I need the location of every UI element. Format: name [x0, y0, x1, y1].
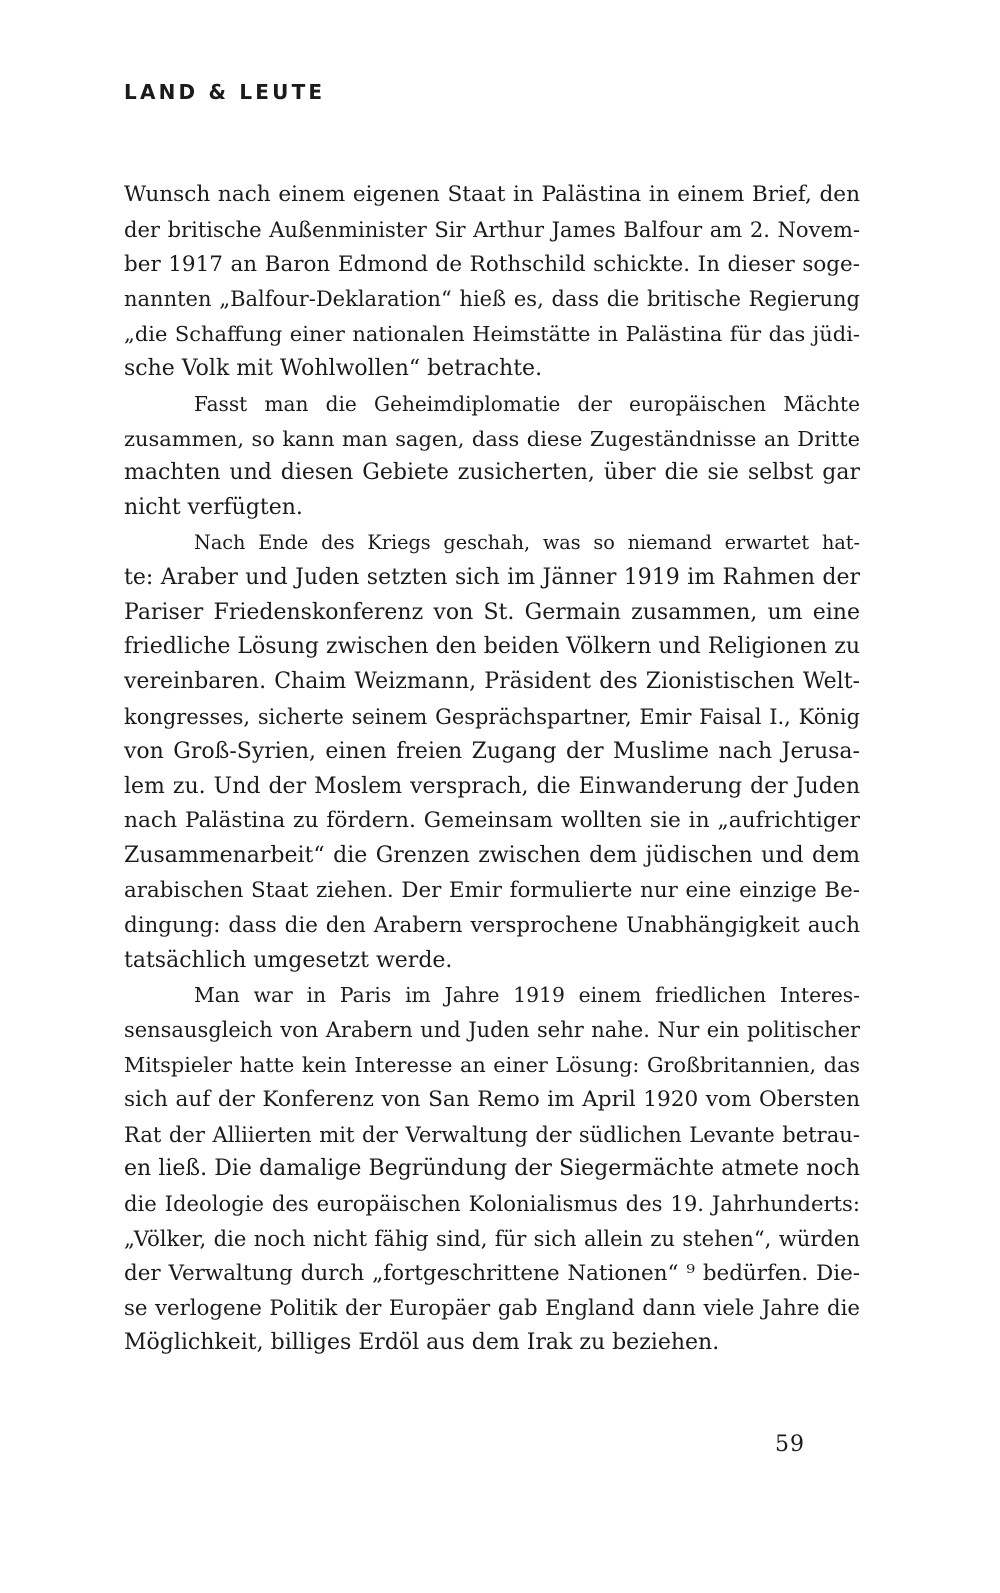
text-line: friedliche Lösung zwischen den beiden Völkern und Religionen zu	[124, 634, 860, 660]
text-line: lem zu. Und der Moslem versprach, die Einwanderung der Juden	[124, 773, 860, 799]
text-line: sensausgleich von Arabern und Juden sehr nahe. Nur ein politischer	[124, 1018, 860, 1043]
text-line: „die Schaffung einer nationalen Heimstätte in Palästina für das jüdi-	[124, 322, 860, 347]
text-line: machten und diesen Gebiete zusicherten, über die sie selbst gar	[124, 460, 860, 486]
text-line: te: Araber und Juden setzten sich im Jänner 1919 im Rahmen der	[124, 564, 860, 590]
text-line: arabischen Staat ziehen. Der Emir formulierte nur eine einzige Be-	[124, 877, 860, 903]
running-head: LAND & LEUTE	[124, 80, 326, 104]
text-line: nannten „Balfour-Deklaration“ hieß es, dass die britische Regierung	[124, 287, 860, 312]
text-line: tatsächlich umgesetzt werde.	[124, 947, 453, 973]
text-line: Wunsch nach einem eigenen Staat in Palästina in einem Brief, den	[124, 182, 860, 207]
text-line: Nach Ende des Kriegs geschah, was so niemand erwartet hat-	[194, 530, 860, 554]
text-line: dingung: dass die den Arabern versprochene Unabhängigkeit auch	[124, 912, 860, 938]
text-line: „Völker, die noch nicht fähig sind, für sich allein zu stehen“, würden	[124, 1225, 860, 1251]
text-line: Mitspieler hatte kein Interesse an einer Lösung: Großbritannien, das	[124, 1052, 860, 1077]
body-text	[124, 178, 860, 1361]
text-line: sich auf der Konferenz von San Remo im April 1920 vom Obersten	[124, 1086, 860, 1112]
text-line: en ließ. Die damalige Begründung der Siegermächte atmete noch	[124, 1156, 860, 1182]
text-line: Man war in Paris im Jahre 1919 einem friedlichen Interes-	[194, 983, 860, 1008]
text-line: sche Volk mit Wohlwollen“ betrachte.	[124, 355, 543, 381]
text-line: vereinbaren. Chaim Weizmann, Präsident des Zionistischen Welt-	[124, 669, 860, 695]
text-line: Zusammenarbeit“ die Grenzen zwischen dem jüdischen und dem	[124, 843, 860, 869]
text-line: der britische Außenminister Sir Arthur James Balfour am 2. Novem-	[124, 216, 860, 242]
text-line: se verlogene Politik der Europäer gab England dann viele Jahre die	[124, 1295, 860, 1321]
text-line: der Verwaltung durch „fortgeschrittene Nationen“ ⁹ bedürfen. Die-	[124, 1260, 860, 1286]
text-line: nach Palästina zu fördern. Gemeinsam wollten sie in „aufrichtiger	[124, 808, 860, 834]
text-line: nicht verfügten.	[124, 495, 303, 521]
text-line: Pariser Friedenskonferenz von St. Germain zusammen, um eine	[124, 599, 860, 625]
text-line: ber 1917 an Baron Edmond de Rothschild schickte. In dieser soge-	[124, 251, 860, 277]
text-line: Fasst man die Geheimdiplomatie der europäischen Mächte	[194, 391, 860, 416]
text-line: kongresses, sicherte seinem Gesprächspartner, Emir Faisal I., König	[124, 704, 860, 729]
text-line: zusammen, so kann man sagen, dass diese Zugeständnisse an Dritte	[124, 426, 860, 451]
page-number: 59	[775, 1432, 805, 1457]
text-line: die Ideologie des europäischen Kolonialismus des 19. Jahrhunderts:	[124, 1191, 860, 1217]
text-line: von Groß-Syrien, einen freien Zugang der Muslime nach Jerusa-	[124, 738, 860, 764]
text-line: Rat der Alliierten mit der Verwaltung der südlichen Levante betrau-	[124, 1121, 860, 1147]
text-line: Möglichkeit, billiges Erdöl aus dem Irak zu beziehen.	[124, 1330, 720, 1356]
